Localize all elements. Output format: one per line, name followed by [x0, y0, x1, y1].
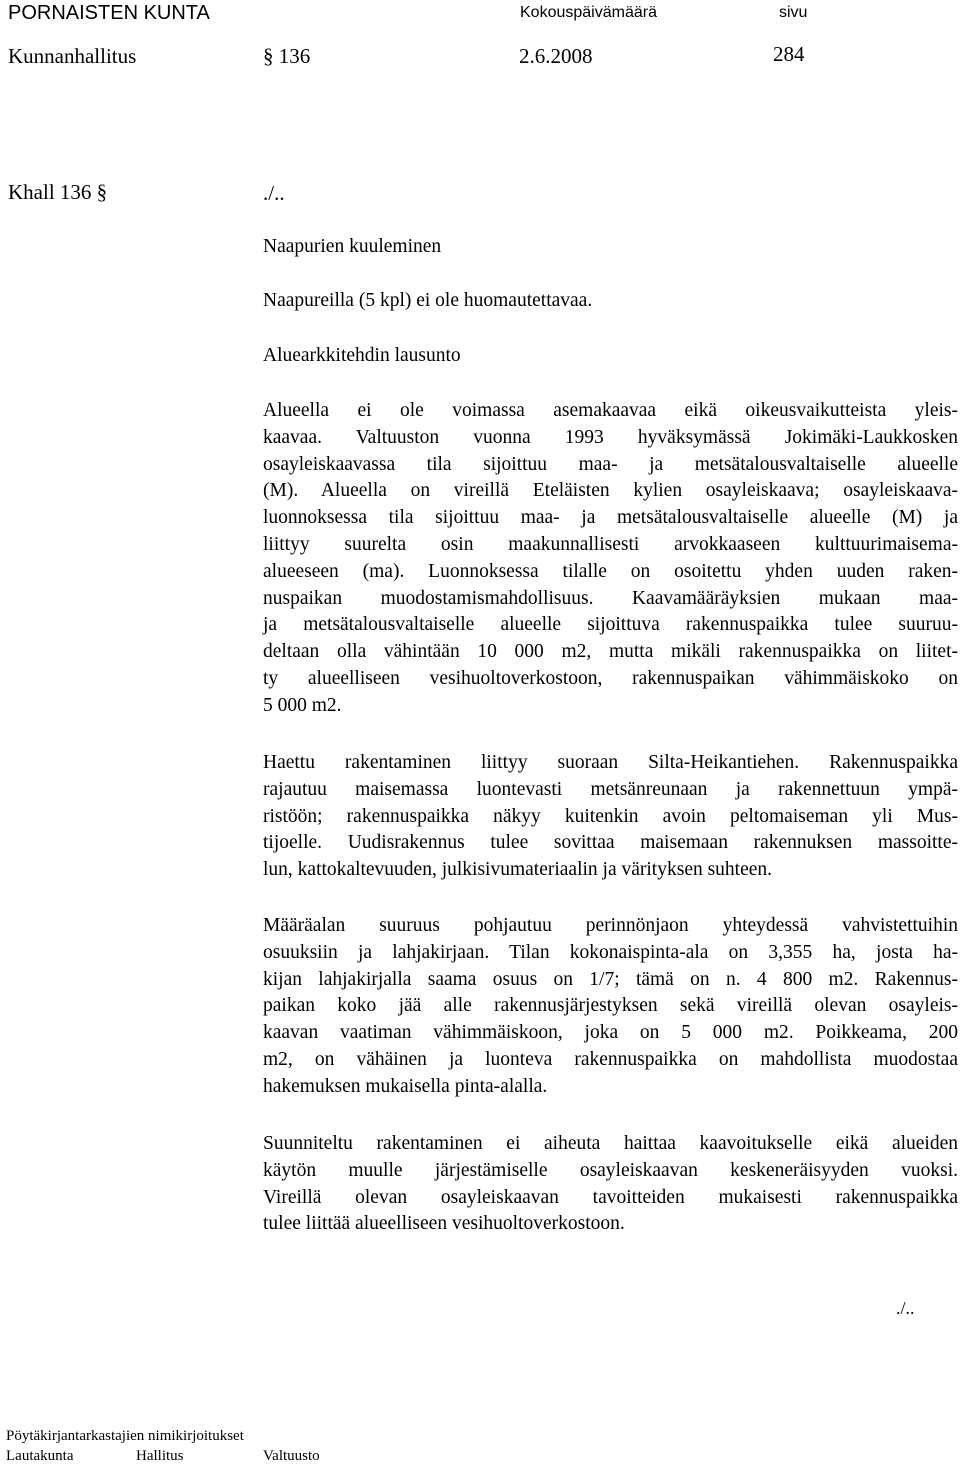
section-number: § 136 — [263, 44, 311, 68]
text-line: tulee liittää alueelliseen vesihuoltoverkostoon. — [263, 1213, 625, 1235]
text-line: Vireillä olevan osayleiskaavan tavoitteiden mukaisesti rakennuspaikka — [263, 1186, 958, 1208]
paragraph-construction — [263, 750, 958, 884]
text-line: ja metsätalousvaltaiselle alueelle sijoittuva rakennuspaikka tulee suuruu- — [263, 614, 958, 636]
meeting-date: 2.6.2008 — [519, 44, 593, 68]
text-line: 5 000 m2. — [263, 694, 342, 716]
continued-marker-top: ./.. — [263, 181, 285, 205]
text-line: ty alueelliseen vesihuoltoverkostoon, rakennuspaikan vähimmäiskoko on — [263, 667, 958, 689]
text-line: Aluearkkitehdin lausunto — [263, 345, 461, 366]
text-line: kaavan vaatiman vähimmäiskoon, joka on 5 000 m2. Poikkeama, 200 — [263, 1022, 958, 1044]
heading-neighbours — [263, 234, 958, 261]
text-line: Alueella ei ole voimassa asemakaavaa eikä oikeusvaikutteista yleis- — [263, 400, 958, 421]
text-line: ristöön; rakennuspaikka näkyy kuitenkin avoin peltomaiseman yli Mus- — [263, 805, 958, 827]
heading-architect-statement — [263, 343, 958, 370]
footer-column-valtuusto: Valtuusto — [263, 1448, 320, 1464]
page-label: sivu — [779, 4, 808, 21]
continued-marker-bottom: ./.. — [896, 1298, 915, 1318]
text-line: Haettu rakentaminen liittyy suoraan Silta-Heikantiehen. Rakennuspaikka — [263, 752, 958, 773]
text-line: deltaan olla vähintään 10 000 m2, mutta mikäli rakennuspaikka on liitet- — [263, 641, 958, 663]
text-line: Naapurien kuuleminen — [263, 236, 442, 257]
body-name: Kunnanhallitus — [8, 44, 137, 68]
text-line: hakemuksen mukaisella pinta-alalla. — [263, 1075, 548, 1097]
text-line: tijoelle. Uudisrakennus tulee sovittaa maisemaan rakennuksen massoitte- — [263, 832, 958, 854]
text-line: käytön muulle järjestämiselle osayleiskaavan keskeneräisyyden vuoksi. — [263, 1159, 958, 1181]
page-number: 284 — [773, 42, 805, 66]
section-reference: Khall 136 § — [8, 180, 108, 204]
text-line: kijan lahjakirjalla saama osuus on 1/7; tämä on n. 4 800 m2. Rakennus- — [263, 968, 958, 990]
text-line: liittyy suurelta osin maakunnallisesti arvokkaaseen kulttuurimaisema- — [263, 533, 958, 555]
text-line: kaavaa. Valtuuston vuonna 1993 hyväksymässä Jokimäki-Laukkosken — [263, 426, 958, 448]
organization-name: PORNAISTEN KUNTA — [8, 2, 210, 24]
text-line: luonnoksessa tila sijoittuu maa- ja metsätalousvaltaiselle alueelle (M) ja — [263, 507, 958, 529]
text-line: nuspaikan muodostamismahdollisuus. Kaavamääräyksien mukaan maa- — [263, 587, 958, 609]
footer-column-lautakunta: Lautakunta — [6, 1448, 74, 1464]
text-line: m2, on vähäinen ja luonteva rakennuspaikka on mahdollista muodostaa — [263, 1048, 958, 1070]
text-line: osayleiskaavassa tila sijoittuu maa- ja metsätalousvaltaiselle alueelle — [263, 453, 958, 475]
paragraph-zoning — [263, 398, 958, 720]
paragraph-plot-size — [263, 913, 958, 1101]
paragraph-conclusion — [263, 1131, 958, 1238]
paragraph-neighbours — [263, 288, 958, 315]
footer-column-hallitus: Hallitus — [136, 1448, 184, 1464]
text-line: rajautuu maisemassa luontevasti metsänreunaan ja rakennettuun ympä- — [263, 778, 958, 800]
text-line: Suunniteltu rakentaminen ei aiheuta haittaa kaavoitukselle eikä alueiden — [263, 1133, 958, 1154]
date-label: Kokouspäivämäärä — [520, 4, 657, 21]
text-line: lun, kattokaltevuuden, julkisivumateriaalin ja värityksen suhteen. — [263, 859, 773, 881]
text-line: Naapureilla (5 kpl) ei ole huomautettavaa. — [263, 290, 593, 311]
footer-signatures-label: Pöytäkirjantarkastajien nimikirjoitukset — [6, 1428, 244, 1444]
text-line: alueeseen (ma). Luonnoksessa tilalle on osoitettu yhden uuden raken- — [263, 560, 958, 582]
text-line: paikan koko jää alle rakennusjärjestyksen sekä vireillä olevan osayleis- — [263, 995, 958, 1017]
text-line: (M). Alueella on vireillä Eteläisten kylien osayleiskaava; osayleiskaava- — [263, 480, 958, 502]
text-line: Määräalan suuruus pohjautuu perinnönjaon yhteydessä vahvistettuihin — [263, 915, 958, 936]
text-line: osuuksiin ja lahjakirjaan. Tilan kokonaispinta-ala on 3,355 ha, josta ha- — [263, 941, 958, 963]
